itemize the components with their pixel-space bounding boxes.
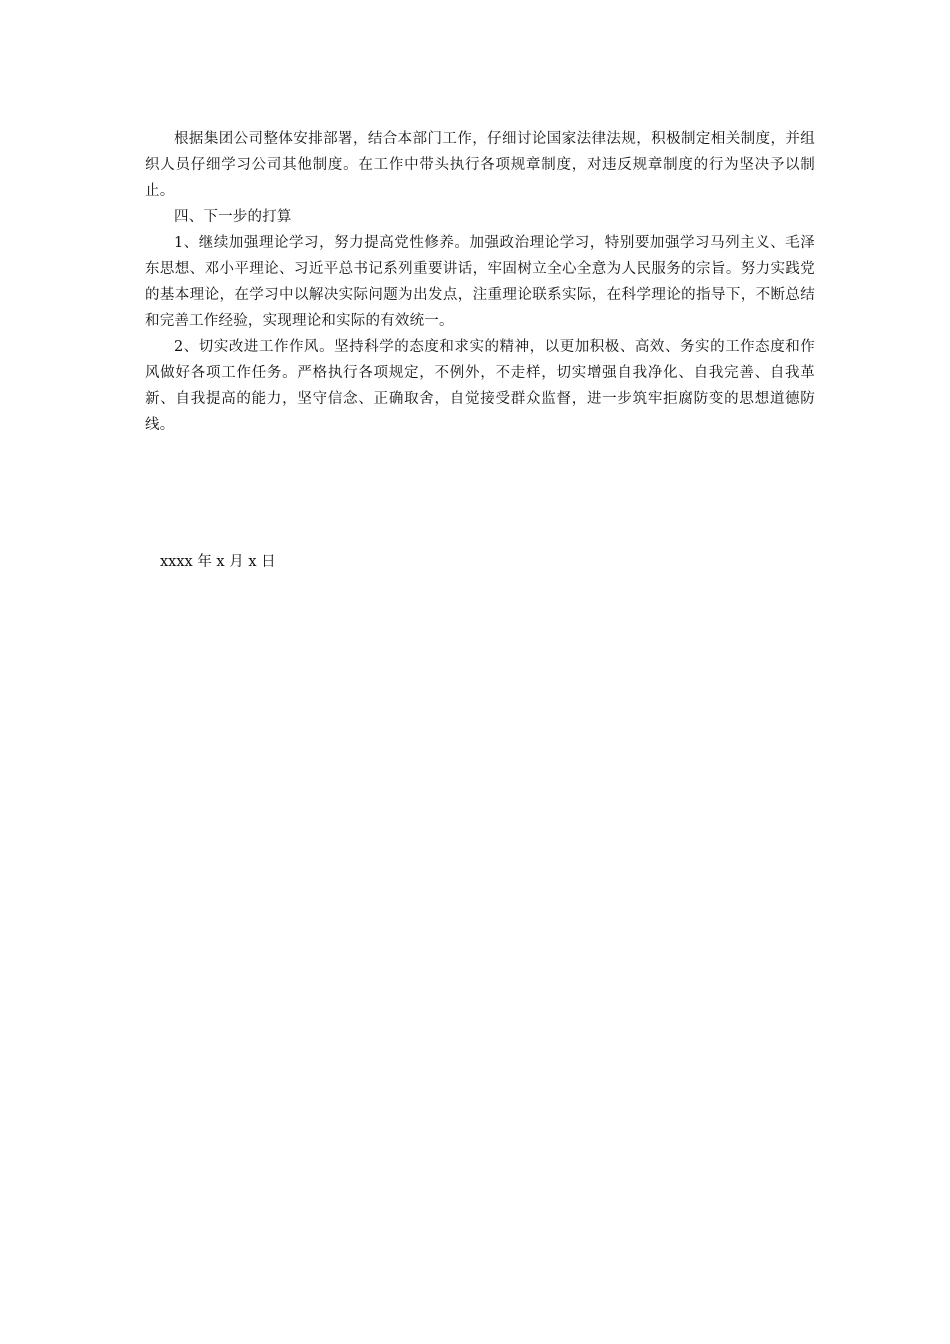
section-heading-next-steps: 四、下一步的打算 — [174, 209, 292, 225]
list-item-theory-study: 1、继续加强理论学习，努力提高党性修养。加强政治理论学习，特别要加强学习马列主义、毛泽东思想、邓小平理论、习近平总书记系列重要讲话，牢固树立全心全意为人民服务的宗旨。努力实践党的基本理论，在学习中以解决实际问题为出发点，注重理论联系实际，在科学理论的指导下，不断总结和完善工作经验，实现理论和实际的有效统一。 — [145, 235, 815, 329]
document-date: xxxx 年 x 月 x 日 — [160, 554, 276, 570]
list-item-work-style: 2、切实改进工作作风。坚持科学的态度和求实的精神，以更加积极、高效、务实的工作态度和作风做好各项工作任务。严格执行各项规定，不例外，不走样，切实增强自我净化、自我完善、自我革新、自我提高的能力，坚守信念、正确取舍，自觉接受群众监督，进一步筑牢拒腐防变的思想道德防线。 — [145, 339, 815, 433]
document-body — [145, 126, 815, 438]
paragraph-regulations: 根据集团公司整体安排部署，结合本部门工作，仔细讨论国家法律法规，积极制定相关制度，并组织人员仔细学习公司其他制度。在工作中带头执行各项规章制度，对违反规章制度的行为坚决予以制止。 — [145, 131, 815, 199]
